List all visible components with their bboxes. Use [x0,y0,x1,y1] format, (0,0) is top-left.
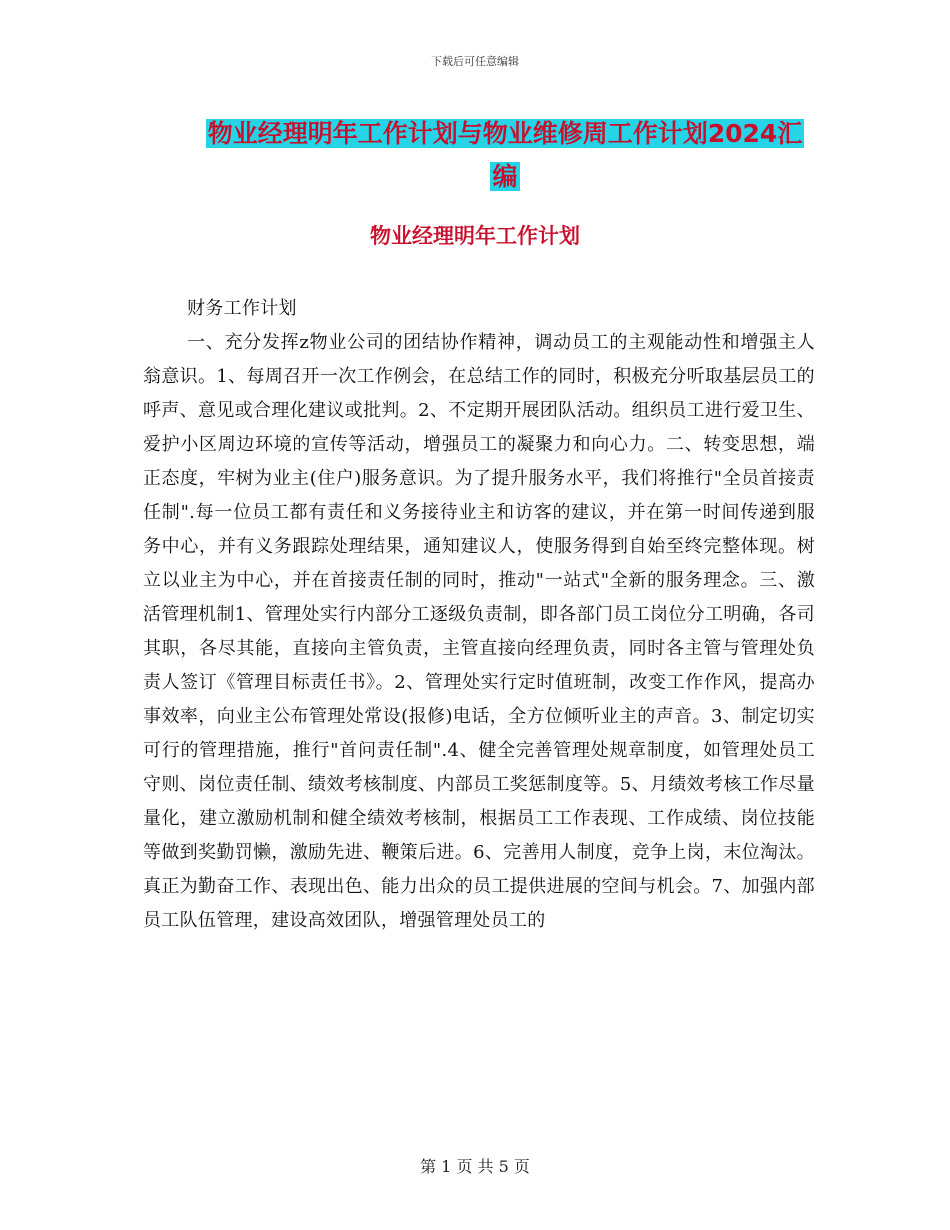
section-title: 物业经理明年工作计划 [370,224,580,248]
sub-heading: 财务工作计划 [187,298,297,319]
document-body [143,292,815,938]
header-note: 下载后可任意编辑 [431,55,519,68]
document-title-line-1: 物业经理明年工作计划与物业维修周工作计划2024汇 [207,119,803,148]
document-title-line-2: 编 [492,162,518,191]
page-number: 第 1 页 共 5 页 [420,1157,530,1176]
body-paragraph: 一、充分发挥z物业公司的团结协作精神，调动员工的主观能动性和增强主人翁意识。1、每周召开一次工作例会，在总结工作的同时，积极充分听取基层员工的呼声、意见或合理化建议或批判。2、不定期开展团队活动。组织员工进行爱卫生、爱护小区周边环境的宣传等活动，增强员工的凝聚力和向心力。二、转变思想，端正态度，牢树为业主(住户)服务意识。为了提升服务水平，我们将推行"全员首接责任制".每一位员工都有责任和义务接待业主和访客的建议，并在第一时间传递到服务中心，并有义务跟踪处理结果，通知建议人，使服务得到自始至终完整体现。树立以业主为中心，并在首接责任制的同时，推动"一站式"全新的服务理念。三、激活管理机制1、管理处实行内部分工逐级负责制，即各部门员工岗位分工明确，各司其职，各尽其能，直接向主管负责，主管直接向经理负责，同时各主管与管理处负责人签订《管理目标责任书》。2、管理处实行定时值班制，改变工作作风，提高办事效率，向业主公布管理处常设(报修)电话，全方位倾听业主的声音。3、制定切实可行的管理措施，推行"首问责任制".4、健全完善管理处规章制度，如管理处员工守则、岗位责任制、绩效考核制度、内部员工奖惩制度等。5、月绩效考核工作尽量量化，建立激励机制和健全绩效考核制，根据员工工作表现、工作成绩、岗位技能等做到奖勤罚懒，激励先进、鞭策后进。6、完善用人制度，竞争上岗，末位淘汰。真正为勤奋工作、表现出色、能力出众的员工提供进展的空间与机会。7、加强内部员工队伍管理，建设高效团队，增强管理处员工的 [143,332,815,931]
document-title [185,112,825,198]
